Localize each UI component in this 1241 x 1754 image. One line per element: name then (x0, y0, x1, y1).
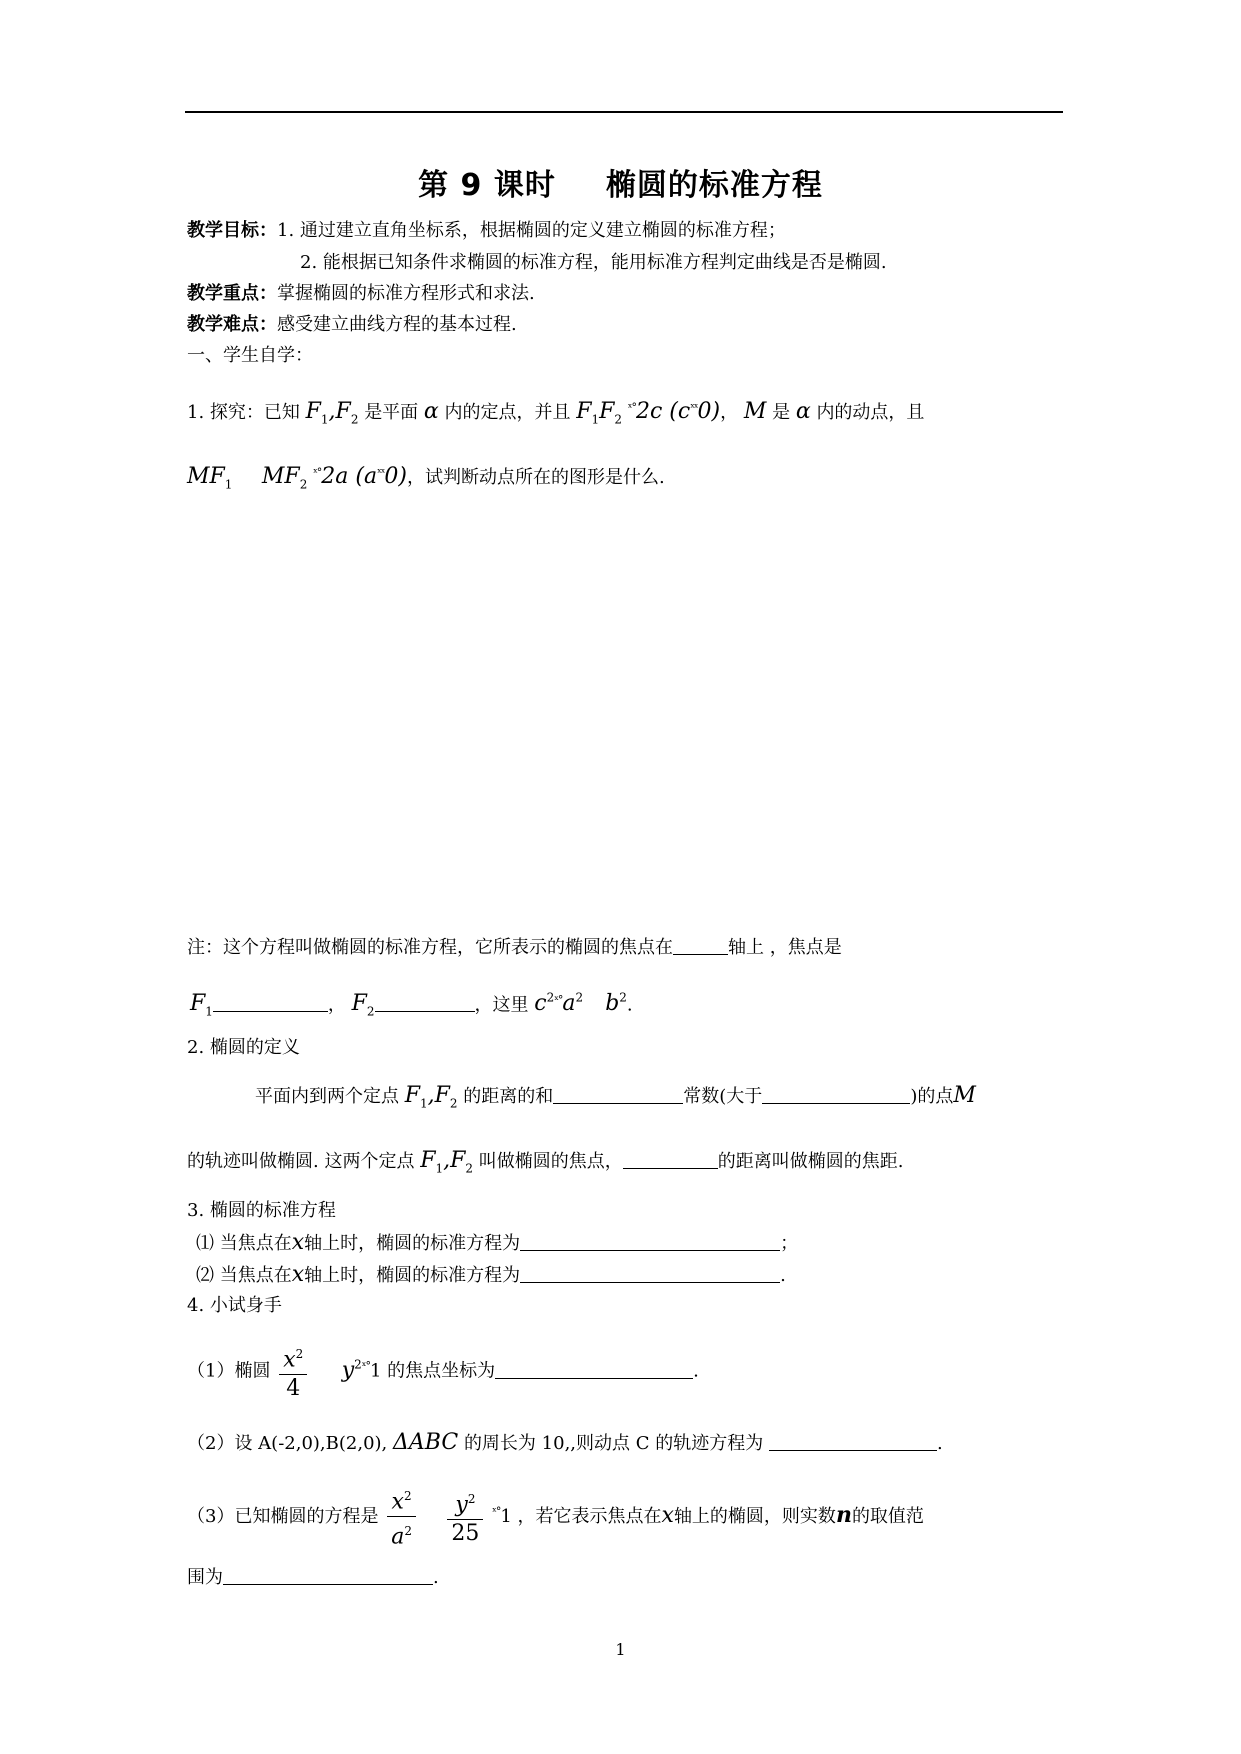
q1-line-1: 1. 探究：已知 $F_1,F_2$ 是平面 α 内的定点，并且 $F_1F_2$ $^{ˣ^\circ}$2c $(c^{ˣˣ}0)$， M 是 α 内的动点，且 (187, 399, 925, 427)
page-number: 1 (615, 1640, 626, 1659)
section-3-heading: 3. 椭圆的标准方程 (187, 1200, 336, 1221)
difficulty-line (187, 312, 517, 338)
sum-blank[interactable] (553, 1085, 683, 1104)
fraction-y2-over-25: $\frac{y^2}{25}$ (447, 1485, 483, 1548)
goals-label: 教学目标： (187, 220, 277, 241)
difficulty-label: 教学难点： (187, 314, 277, 335)
goals-item-2: 2. 能根据已知条件求椭圆的标准方程，能用标准方程判定曲线是否是椭圆. (300, 252, 887, 273)
goals-line-2 (300, 250, 887, 276)
section-1-heading: 一、学生自学： (187, 345, 313, 366)
exercise-3-line-2: 围为 . (187, 1567, 439, 1588)
fraction-x2-over-4: $\frac{x^2}{4}$ (279, 1340, 307, 1403)
range-blank[interactable] (223, 1566, 433, 1585)
focus-label: 教学重点： (187, 283, 277, 304)
section-4-heading: 4. 小试身手 (187, 1295, 282, 1316)
exercise-3: （3）已知椭圆的方程是 $\frac{x^2}{a^2}$ $\frac{y^2}{25}$ $^{ˣ^\circ}$1 ，若它表示焦点在x轴上的椭圆，则实数n的取值范 (187, 1482, 924, 1552)
goals-line-1 (187, 218, 786, 244)
fraction-x2-over-a2: $\frac{x^2}{a^2}$ (387, 1482, 416, 1552)
difficulty-text: 感受建立曲线方程的基本过程. (277, 314, 517, 335)
definition-line-1: 平面内到两个定点 $F_1,F_2$ 的距离的和 常数(大于 )的点M (255, 1083, 976, 1111)
lesson-topic: 椭圆的标准方程 (605, 168, 823, 203)
focus-line (187, 281, 535, 307)
eq-blank-1[interactable] (520, 1232, 780, 1251)
header-rule (185, 111, 1063, 113)
f1-blank[interactable] (213, 993, 328, 1012)
focus-text: 掌握椭圆的标准方程形式和求法. (277, 283, 535, 304)
section-2-heading: 2. 椭圆的定义 (187, 1037, 300, 1058)
note-line-1: 注：这个方程叫做椭圆的标准方程，它所表示的椭圆的焦点在 轴上 ，焦点是 (187, 937, 842, 958)
lesson-number: 第 9 课时 (418, 168, 556, 203)
exercise-1: （1）椭圆 $\frac{x^2}{4}$ $y^{2ˣ^\circ}1$ 的焦点坐标为 . (187, 1340, 699, 1403)
goals-item-1: 1. 通过建立直角坐标系，根据椭圆的定义建立椭圆的标准方程； (277, 220, 786, 241)
standard-eq-item-1: ⑴ 当焦点在x轴上时，椭圆的标准方程为 ； (196, 1230, 799, 1255)
focal-blank[interactable] (623, 1150, 718, 1169)
axis-blank[interactable] (673, 936, 728, 955)
standard-eq-item-2: ⑵ 当焦点在x轴上时，椭圆的标准方程为 . (196, 1262, 786, 1287)
greater-than-blank[interactable] (762, 1085, 910, 1104)
q1-line-2: $MF_1$ $MF_2$ $^{ˣ^\circ}$2a $(a^{ˣˣ}0)$，试判断动点所在的图形是什么. (187, 464, 665, 492)
page-title (0, 160, 1241, 204)
exercise-2: （2）设 A(-2,0),B(2,0), ΔABC 的周长为 10,,则动点 C 的轨迹方程为 . (187, 1430, 943, 1455)
note-line-2: $F_1$ ， $F_2$ ，这里 $c^{2ˣ^\circ}a^2$ $b^2$. (190, 991, 633, 1019)
f1f2-symbol: $F_1,F_2$ (305, 399, 359, 427)
definition-line-2: 的轨迹叫做椭圆. 这两个定点 $F_1,F_2$ 叫做椭圆的焦点， 的距离叫做椭圆的焦距. (187, 1148, 904, 1176)
f2-blank[interactable] (375, 993, 475, 1012)
eq-blank-2[interactable] (520, 1264, 780, 1283)
focus-coords-blank[interactable] (495, 1360, 693, 1379)
locus-blank[interactable] (769, 1432, 937, 1451)
